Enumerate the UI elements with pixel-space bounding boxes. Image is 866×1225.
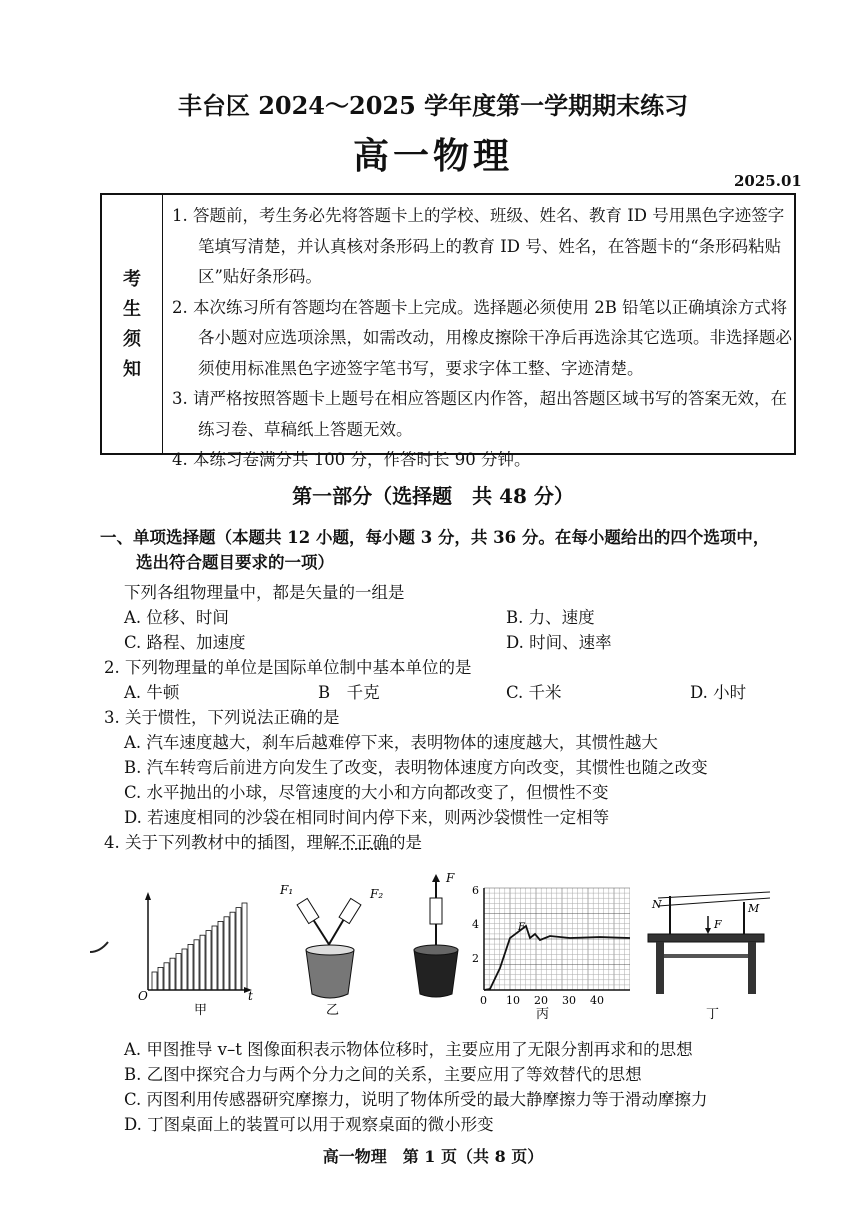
page-footer: 高一物理 第 1 页（共 8 页） — [322, 1147, 544, 1166]
margin-mark — [88, 938, 112, 958]
jia-strip — [236, 908, 241, 990]
question-2-option-d: D. 小时 — [690, 683, 747, 702]
question-1-option-c: C. 路程、加速度 — [124, 633, 246, 652]
jia-strip — [224, 917, 229, 990]
figure-ding — [648, 892, 770, 1022]
figure-bing-chart — [472, 884, 630, 1022]
notice-content — [172, 201, 792, 476]
question-4-stem-prefix: 4. 关于下列教材中的插图，理解 — [104, 833, 340, 852]
question-1-stem: 下列各组物理量中，都是矢量的一组是 — [124, 583, 405, 602]
jia-strip — [206, 931, 211, 990]
jia-strip — [188, 944, 193, 990]
ding-caption: 丁 — [706, 1007, 720, 1022]
jia-strip — [176, 954, 181, 990]
bing-curve-label: F — [518, 922, 525, 933]
jia-origin-label: O — [138, 989, 148, 1003]
bing-x-tick: 20 — [534, 994, 548, 1007]
jia-strip — [182, 949, 187, 990]
jia-strip — [164, 963, 169, 990]
figures-svg — [130, 868, 780, 1023]
bing-x-tick: 10 — [506, 994, 520, 1007]
question-4-stem-emphasis: 不正确 — [339, 833, 389, 852]
ding-f-label: F — [714, 918, 722, 931]
notice-item: 4. 本练习卷满分共 100 分，作答时长 90 分钟。 — [172, 450, 531, 469]
jia-strip — [230, 912, 235, 990]
notice-label-char: 知 — [123, 359, 141, 380]
jia-strip — [200, 935, 205, 990]
question-4-option-a: A. 甲图推导 v–t 图像面积表示物体位移时，主要应用了无限分割再求和的思想 — [124, 1040, 693, 1059]
notice-label — [102, 265, 162, 385]
bing-sensor — [430, 898, 442, 924]
yi-cup — [306, 950, 354, 998]
question-4-option-d: D. 丁图桌面上的装置可以用于观察桌面的微小形变 — [124, 1115, 494, 1134]
question-4-option-b: B. 乙图中探究合力与两个分力之间的关系，主要应用了等效替代的思想 — [124, 1065, 642, 1084]
jia-strip — [242, 903, 247, 990]
bing-y-tick: 6 — [472, 884, 479, 897]
notice-label-char: 生 — [123, 299, 141, 320]
question-3-option-b: B. 汽车转弯后前进方向发生了改变，表明物体速度方向改变，其惯性也随之改变 — [124, 758, 708, 777]
exam-title-line1: 丰台区 2024～2025 学年度第一学期期末练习 — [177, 91, 689, 120]
bing-x-tick: 0 — [480, 994, 487, 1007]
bing-bucket — [414, 950, 458, 997]
ding-leg-right — [748, 942, 756, 994]
jia-strip — [212, 926, 217, 990]
bing-bucket-rim — [414, 945, 458, 955]
ding-m-label: M — [748, 902, 760, 915]
ding-tabletop — [648, 934, 764, 942]
jia-t-label: t — [248, 989, 253, 1003]
bing-f-label: F — [446, 871, 455, 885]
figure-bing-apparatus — [414, 871, 458, 997]
bing-x-tick: 30 — [562, 994, 576, 1007]
figure-jia — [138, 892, 253, 1018]
bing-arrow — [432, 874, 440, 882]
notice-label-cell — [102, 195, 163, 453]
bing-y-tick: 2 — [472, 952, 479, 965]
section-instruction: 一、单项选择题（本题共 12 小题，每小题 3 分，共 36 分。在每小题给出的四个选项中， — [100, 528, 770, 547]
jia-strip — [158, 967, 163, 990]
jia-strip — [170, 958, 175, 990]
ding-force-arrowhead — [705, 928, 711, 934]
notice-box — [100, 193, 796, 469]
section-instruction-cont: 选出符合题目要求的一项） — [136, 553, 334, 572]
yi-scale-right — [339, 898, 361, 923]
yi-scale-left — [297, 898, 319, 923]
notice-label-char: 考 — [123, 269, 141, 290]
yi-cup-rim — [306, 945, 354, 955]
question-4-stem-suffix: 的是 — [389, 833, 422, 852]
question-4-stem — [104, 830, 422, 855]
question-2-option-a: A. 牛顿 — [124, 683, 180, 702]
question-3-option-c: C. 水平抛出的小球，尽管速度的大小和方向都改变了，但惯性不变 — [124, 783, 609, 802]
question-3-option-d: D. 若速度相同的沙袋在相同时间内停下来，则两沙袋惯性一定相等 — [124, 808, 610, 827]
notice-item: 3. 请严格按照答题卡上题号在相应答题区内作答，超出答题区域书写的答案无效，在练习卷、草稿纸上答题无效。 — [172, 389, 787, 439]
figures-row — [130, 868, 780, 1023]
exam-title-subject: 高一物理 — [352, 135, 513, 177]
ding-crossbar — [664, 954, 748, 958]
question-4-option-c: C. 丙图利用传感器研究摩擦力，说明了物体所受的最大静摩擦力等于滑动摩擦力 — [124, 1090, 708, 1109]
question-2-stem: 2. 下列物理量的单位是国际单位制中基本单位的是 — [104, 658, 472, 677]
question-1-option-b: B. 力、速度 — [506, 608, 595, 627]
yi-f1-label: F₁ — [280, 883, 294, 897]
jia-v-axis-arrow — [145, 892, 151, 900]
notice-item: 2. 本次练习所有答题均在答题卡上完成。选择题必须使用 2B 铅笔以正确填涂方式将各小题对应选项涂黑，如需改动，用橡皮擦除干净后再选涂其它选项。非选择题必须使用标准黑色字迹签字笔书写，要求字体工整、字迹清楚。 — [172, 297, 792, 378]
bing-y-tick: 4 — [472, 918, 479, 931]
bing-x-tick: 40 — [590, 994, 604, 1007]
question-3-stem: 3. 关于惯性，下列说法正确的是 — [104, 708, 340, 727]
question-2-option-c: C. 千米 — [506, 683, 562, 702]
jia-strip — [194, 940, 199, 990]
section-title: 第一部分（选择题 共 48 分） — [292, 484, 574, 508]
question-2-option-b: B 千克 — [318, 683, 380, 702]
ding-leg-left — [656, 942, 664, 994]
yi-f2-label: F₂ — [370, 887, 384, 901]
question-3-option-a: A. 汽车速度越大，刹车后越难停下来，表明物体的速度越大，其惯性越大 — [124, 733, 658, 752]
bing-caption: 丙 — [536, 1007, 550, 1022]
question-1-option-d: D. 时间、速率 — [506, 633, 612, 652]
figure-yi — [279, 883, 383, 1018]
jia-caption: 甲 — [194, 1003, 208, 1018]
question-1-option-a: A. 位移、时间 — [124, 608, 229, 627]
exam-date: 2025.01 — [734, 172, 802, 190]
ding-light-ray — [658, 892, 770, 898]
ding-n-label: N — [652, 898, 662, 911]
notice-label-char: 须 — [123, 329, 141, 350]
bing-grid — [484, 888, 630, 990]
notice-item: 1. 答题前，考生务必先将答题卡上的学校、班级、姓名、教育 ID 号用黑色字迹签字笔填写清楚，并认真核对条形码上的教育 ID 号、姓名，在答题卡的“条形码粘贴区”贴好条形码。 — [172, 206, 785, 286]
jia-strip — [152, 972, 157, 990]
yi-caption: 乙 — [326, 1003, 340, 1018]
jia-bars — [152, 903, 247, 990]
jia-strip — [218, 921, 223, 990]
